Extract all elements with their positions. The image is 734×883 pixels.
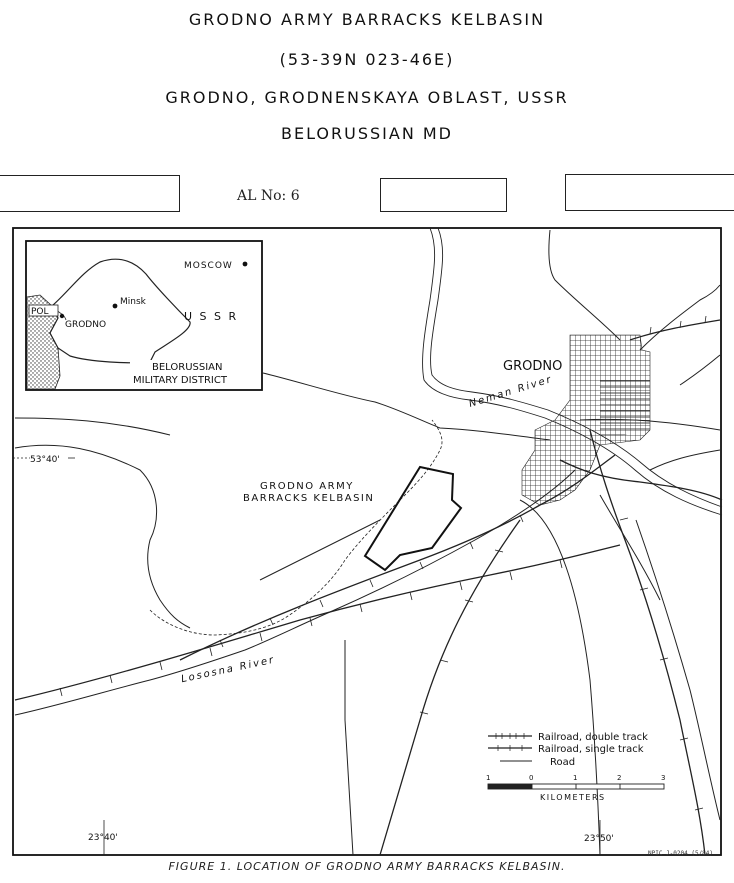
document-title: GRODNO ARMY BARRACKS KELBASIN: [188, 10, 546, 29]
grodno-city-label: GRODNO: [503, 359, 563, 374]
scale-tick-0: 1: [486, 774, 491, 782]
legend-road: Road: [550, 757, 576, 768]
scale-tick-2: 1: [573, 774, 578, 782]
target-label-line2: BARRACKS KELBASIN: [243, 493, 375, 504]
target-barracks-outline: [365, 467, 461, 570]
scale-tick-1: 0: [529, 774, 534, 782]
latitude-label: 53°40': [30, 455, 60, 465]
inset-district-line1: BELORUSSIAN: [152, 362, 223, 373]
longitude-label-left: 23°40': [88, 833, 118, 843]
scale-unit: KILOMETERS: [540, 793, 606, 802]
scale-tick-4: 3: [661, 774, 666, 782]
al-number: AL No: 6: [237, 188, 300, 204]
coordinates: (53-39N 023-46E): [279, 50, 455, 69]
longitude-label-right: 23°50': [584, 834, 614, 844]
moscow-dot: [243, 262, 248, 267]
scale-bar: [486, 774, 665, 802]
minsk-dot: [113, 304, 118, 309]
inset-district-line2: MILITARY DISTRICT: [133, 375, 227, 386]
inset-pol-label: POL: [31, 307, 49, 317]
legend-single-track: Railroad, single track: [538, 744, 644, 755]
inset-minsk-label: Minsk: [120, 297, 146, 307]
inset-moscow-label: MOSCOW: [184, 261, 233, 271]
file-reference: NPIC J-0204 (5/84): [648, 850, 714, 857]
legend-double-track: Railroad, double track: [538, 732, 648, 743]
lososna-river-label: Lososna River: [180, 654, 277, 686]
inset-map: [26, 241, 262, 390]
location-line: GRODNO, GRODNENSKAYA OBLAST, USSR: [165, 88, 569, 107]
target-label-line1: GRODNO ARMY: [260, 481, 354, 492]
scale-tick-3: 2: [617, 774, 622, 782]
district-line: BELORUSSIAN MD: [280, 124, 453, 143]
neman-river-label: Neman River: [467, 373, 555, 410]
figure-caption: FIGURE 1. LOCATION OF GRODNO ARMY BARRACKS KELBASIN.: [168, 860, 566, 873]
inset-ussr-label: U S S R: [184, 310, 239, 323]
legend: [488, 732, 648, 768]
inset-grodno-dot: [60, 314, 64, 318]
inset-grodno-label: GRODNO: [65, 320, 107, 330]
lososna-river: [150, 420, 442, 635]
